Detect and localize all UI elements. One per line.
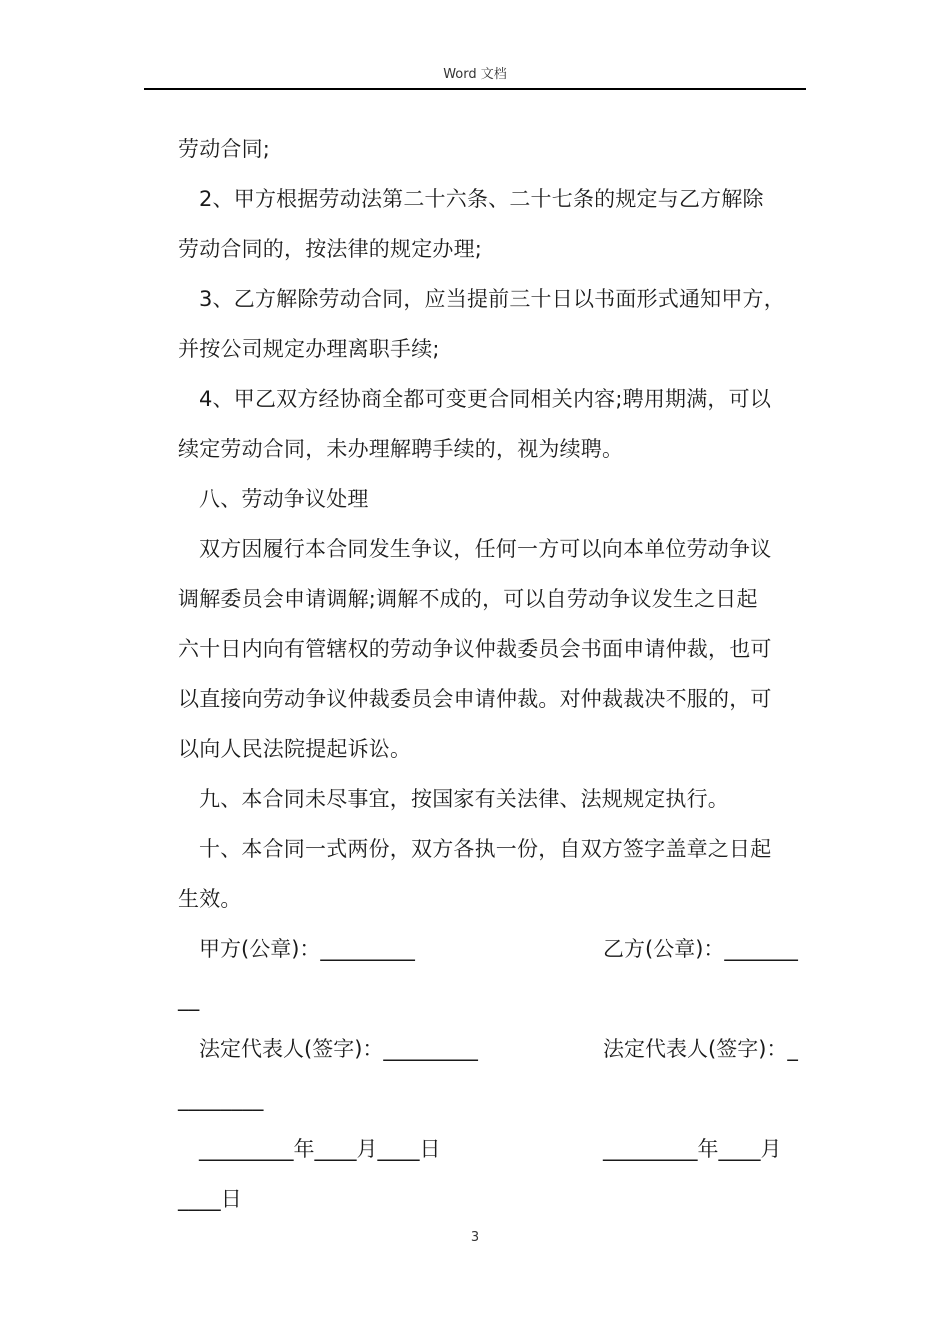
party-a-rep-field: 法定代表人(签字)：_________: [199, 1037, 478, 1061]
body-line: 六十日内向有管辖权的劳动争议仲裁委员会书面申请仲裁，也可: [178, 637, 772, 661]
party-a-date-field: _________年____月____日: [199, 1137, 441, 1161]
body-line: 生效。: [178, 887, 242, 911]
body-line: 续定劳动合同，未办理解聘手续的，视为续聘。: [178, 437, 624, 461]
party-b-date-field: _________年____月: [603, 1137, 782, 1161]
party-b-rep-continuation: ________: [178, 1087, 264, 1111]
body-line: 2、甲方根据劳动法第二十六条、二十七条的规定与乙方解除: [199, 187, 764, 211]
body-line: 以向人民法院提起诉讼。: [178, 737, 412, 761]
body-line: 以直接向劳动争议仲裁委员会申请仲裁。对仲裁裁决不服的，可: [178, 687, 772, 711]
page-header: [144, 62, 806, 90]
section-heading: 八、劳动争议处理: [199, 487, 369, 511]
party-b-rep-field: 法定代表人(签字)：_: [603, 1037, 798, 1061]
signature-date-row: [178, 1124, 808, 1174]
body-line: 3、乙方解除劳动合同，应当提前三十日以书面形式通知甲方，: [199, 287, 785, 311]
header-title: Word 文档: [443, 67, 507, 82]
body-line: 4、甲乙双方经协商全都可变更合同相关内容;聘用期满，可以: [199, 387, 772, 411]
body-line: 九、本合同未尽事宜，按国家有关法律、法规规定执行。: [199, 787, 729, 811]
body-line: 调解委员会申请调解;调解不成的，可以自劳动争议发生之日起: [178, 587, 758, 611]
body-line: 十、本合同一式两份，双方各执一份，自双方签字盖章之日起: [199, 837, 772, 861]
page-number: 3: [470, 1230, 480, 1245]
body-line: 双方因履行本合同发生争议，任何一方可以向本单位劳动争议: [199, 537, 772, 561]
body-line: 劳动合同;: [178, 137, 271, 161]
signature-rep-row: [178, 1024, 808, 1074]
body-line: 劳动合同的，按法律的规定办理;: [178, 237, 483, 261]
party-b-seal-field: 乙方(公章)：_______: [603, 937, 798, 961]
body-line: 并按公司规定办理离职手续;: [178, 337, 440, 361]
party-b-seal-continuation: __: [178, 987, 200, 1011]
party-b-date-continuation: ____日: [178, 1187, 242, 1211]
signature-seal-row: [178, 924, 808, 974]
document-body: [178, 124, 808, 1224]
party-a-seal-field: 甲方(公章)：_________: [199, 937, 415, 961]
